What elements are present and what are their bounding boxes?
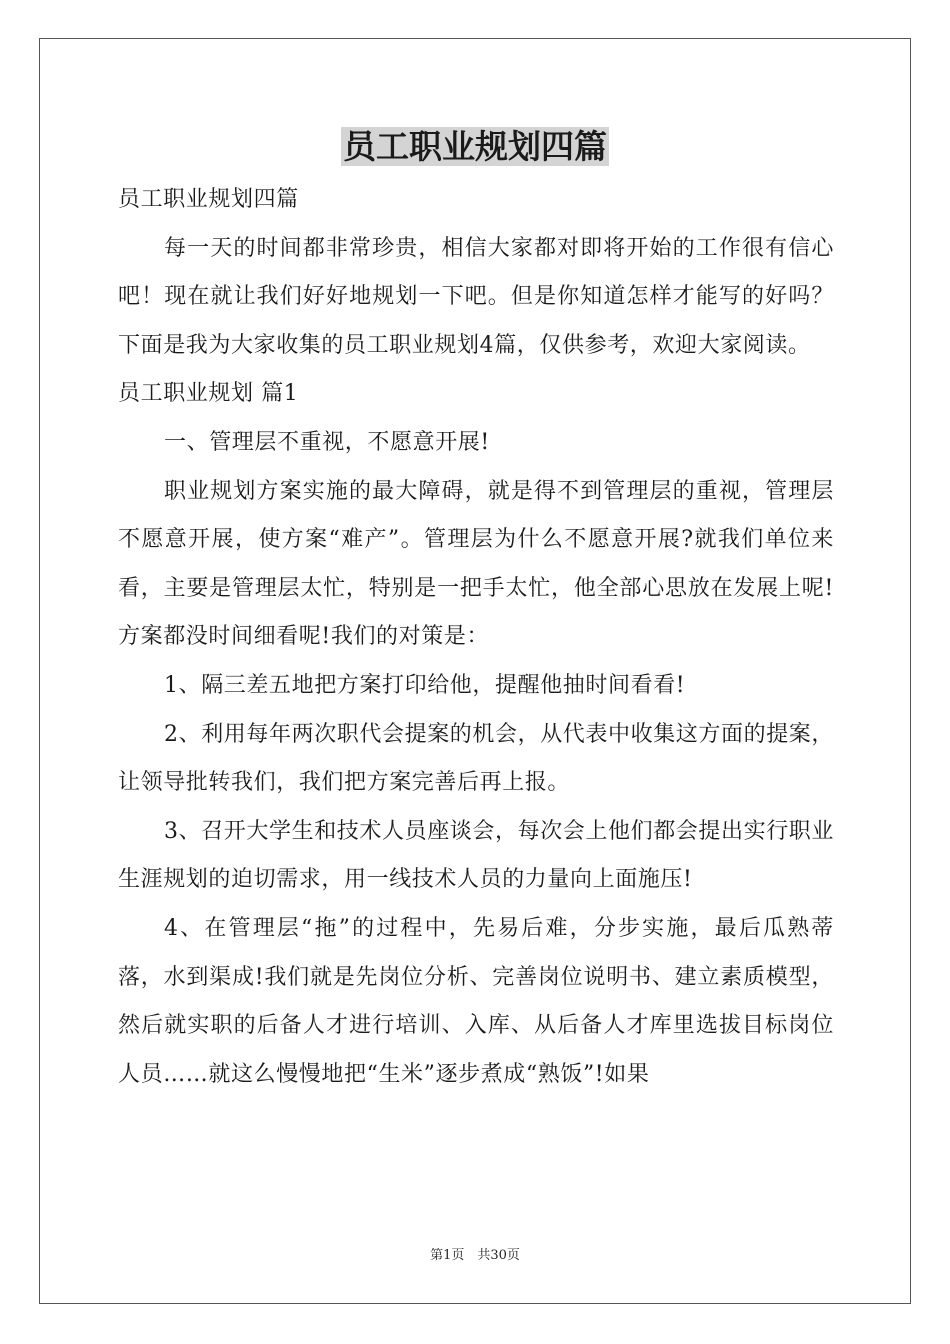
body-paragraph: 3、召开大学生和技术人员座谈会，每次会上他们都会提出实行职业生涯规划的迫切需求，用一线技术人员的力量向上面施压! (118, 818, 834, 893)
body-paragraph: 职业规划方案实施的最大障碍，就是得不到管理层的重视，管理层不愿意开展，使方案“难产”。管理层为什么不愿意开展?就我们单位来看，主要是管理层太忙，特别是一把手太忙，他全部心思放在发展上呢!方案都没时间细看呢!我们的对策是： (118, 478, 834, 650)
body-paragraph: 一、管理层不重视，不愿意开展! (164, 429, 490, 455)
body-paragraph: 2、利用每年两次职代会提案的机会，从代表中收集这方面的提案，让领导批转我们，我们把方案完善后再上报。 (118, 721, 834, 796)
body-paragraph: 每一天的时间都非常珍贵，相信大家都对即将开始的工作很有信心吧！现在就让我们好好地规划一下吧。但是你知道怎样才能写的好吗？下面是我为大家收集的员工职业规划4篇，仅供参考，欢迎大家阅读。 (118, 235, 834, 358)
page-number: 第1页 共30页 (430, 1248, 520, 1263)
document-body (118, 176, 834, 1099)
page-footer (0, 1247, 950, 1265)
section-heading: 员工职业规划 篇1 (118, 381, 299, 407)
body-paragraph: 4、在管理层“拖”的过程中，先易后难，分步实施，最后瓜熟蒂落，水到渠成!我们就是先岗位分析、完善岗位说明书、建立素质模型，然后就实职的后备人才进行培训、入库、从后备人才库里选拔目标岗位人员……就这么慢慢地把“生米”逐步煮成“熟饭”!如果 (118, 915, 834, 1087)
document-title (0, 125, 950, 169)
document-title-text: 员工职业规划四篇 (343, 127, 607, 166)
body-paragraph: 1、隔三差五地把方案打印给他，提醒他抽时间看看! (164, 672, 686, 698)
body-paragraph: 员工职业规划四篇 (118, 187, 299, 212)
